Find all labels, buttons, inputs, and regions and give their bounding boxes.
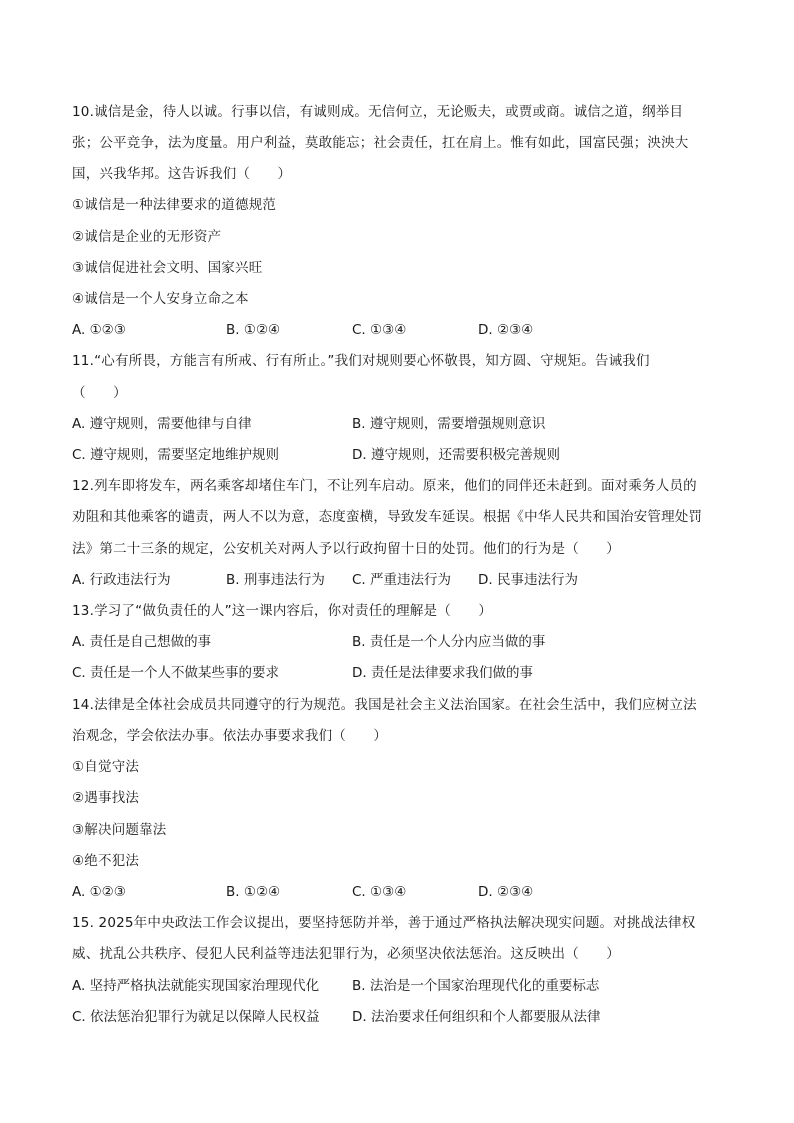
- question-12-stem-line-3: 法》第二十三条的规定，公安机关对两人予以行政拘留十日的处罚。他们的行为是（ ）: [72, 541, 620, 557]
- question-15-stem-line-2: 威、扰乱公共秩序、侵犯人民利益等违法犯罪行为，必须坚决依法惩治。这反映出（ ）: [72, 946, 620, 962]
- question-14-statement-2: ②遇事找法: [72, 790, 140, 806]
- question-11-stem-line-1: 11.“心有所畏，方能言有所戒、行有所止。”我们对规则要心怀敬畏，知方圆、守规矩。告诫我们: [72, 353, 650, 369]
- question-15-option-c: C. 依法惩治犯罪行为就足以保障人民权益: [72, 1009, 320, 1025]
- question-13-option-a: A. 责任是自己想做的事: [72, 634, 212, 650]
- question-13-stem: 13.学习了“做负责任的人”这一课内容后，你对责任的理解是（ ）: [72, 603, 493, 619]
- question-14-statement-1: ①自觉守法: [72, 759, 140, 775]
- question-14-option-a: A. ①②③: [72, 884, 126, 900]
- question-10-statement-4: ④诚信是一个人安身立命之本: [72, 291, 249, 307]
- question-14-statement-3: ③解决问题靠法: [72, 822, 167, 838]
- question-15-option-a: A. 坚持严格执法就能实现国家治理现代化: [72, 978, 320, 994]
- question-14-stem-line-2: 治观念，学会依法办事。依法办事要求我们（ ）: [72, 728, 388, 744]
- question-11-stem-line-2: （ ）: [72, 385, 127, 401]
- question-13-option-c: C. 责任是一个人不做某些事的要求: [72, 665, 280, 681]
- question-14-option-b: B. ①②④: [226, 884, 281, 900]
- question-14-stem-line-1: 14.法律是全体社会成员共同遵守的行为规范。我国是社会主义法治国家。在社会生活中，我们应树立法: [72, 697, 697, 713]
- question-12-stem-line-1: 12.列车即将发车，两名乘客却堵住车门，不让列车启动。原来，他们的同伴还未赶到。面对乘务人员的: [72, 478, 697, 494]
- question-10-option-b: B. ①②④: [226, 322, 281, 338]
- question-10-statement-3: ③诚信促进社会文明、国家兴旺: [72, 260, 263, 276]
- question-10-option-a: A. ①②③: [72, 322, 126, 338]
- question-11-option-d: D. 遵守规则，还需要积极完善规则: [352, 447, 560, 463]
- question-14-option-c: C. ①③④: [352, 884, 407, 900]
- question-14-statement-4: ④绝不犯法: [72, 853, 140, 869]
- question-10-statement-1: ①诚信是一种法律要求的道德规范: [72, 197, 277, 213]
- question-11-option-b: B. 遵守规则，需要增强规则意识: [352, 416, 546, 432]
- question-10-stem-line-3: 国，兴我华邦。这告诉我们（ ）: [72, 166, 292, 182]
- question-15-option-d: D. 法治要求任何组织和个人都要服从法律: [352, 1009, 601, 1025]
- question-12-option-b: B. 刑事违法行为: [226, 572, 325, 588]
- question-11-option-a: A. 遵守规则，需要他律与自律: [72, 416, 252, 432]
- question-12-option-a: A. 行政违法行为: [72, 572, 171, 588]
- question-13-option-b: B. 责任是一个人分内应当做的事: [352, 634, 546, 650]
- question-10-statement-2: ②诚信是企业的无形资产: [72, 229, 222, 245]
- question-10-stem-line-1: 10.诚信是金，待人以诚。行事以信，有诚则成。无信何立，无论贩夫，或贾或商。诚信之道，纲举目: [72, 104, 684, 120]
- question-14-option-d: D. ②③④: [478, 884, 534, 900]
- question-10-stem-line-2: 张；公平竞争，法为度量。用户利益，莫敢能忘；社会责任，扛在肩上。惟有如此，国富民强；泱泱大: [72, 135, 689, 151]
- question-11-option-c: C. 遵守规则，需要坚定地维护规则: [72, 447, 280, 463]
- question-10-option-d: D. ②③④: [478, 322, 534, 338]
- question-13-option-d: D. 责任是法律要求我们做的事: [352, 665, 533, 681]
- question-12-option-c: C. 严重违法行为: [352, 572, 452, 588]
- question-10-option-c: C. ①③④: [352, 322, 407, 338]
- question-15-stem-line-1: 15. 2025年中央政法工作会议提出，要坚持惩防并举，善于通过严格执法解决现实问题。对挑战法律权: [72, 915, 696, 931]
- question-15-option-b: B. 法治是一个国家治理现代化的重要标志: [352, 978, 600, 994]
- question-12-stem-line-2: 劝阻和其他乘客的谴责，两人不以为意，态度蛮横，导致发车延误。根据《中华人民共和国治安管理处罚: [72, 509, 703, 525]
- question-12-option-d: D. 民事违法行为: [478, 572, 578, 588]
